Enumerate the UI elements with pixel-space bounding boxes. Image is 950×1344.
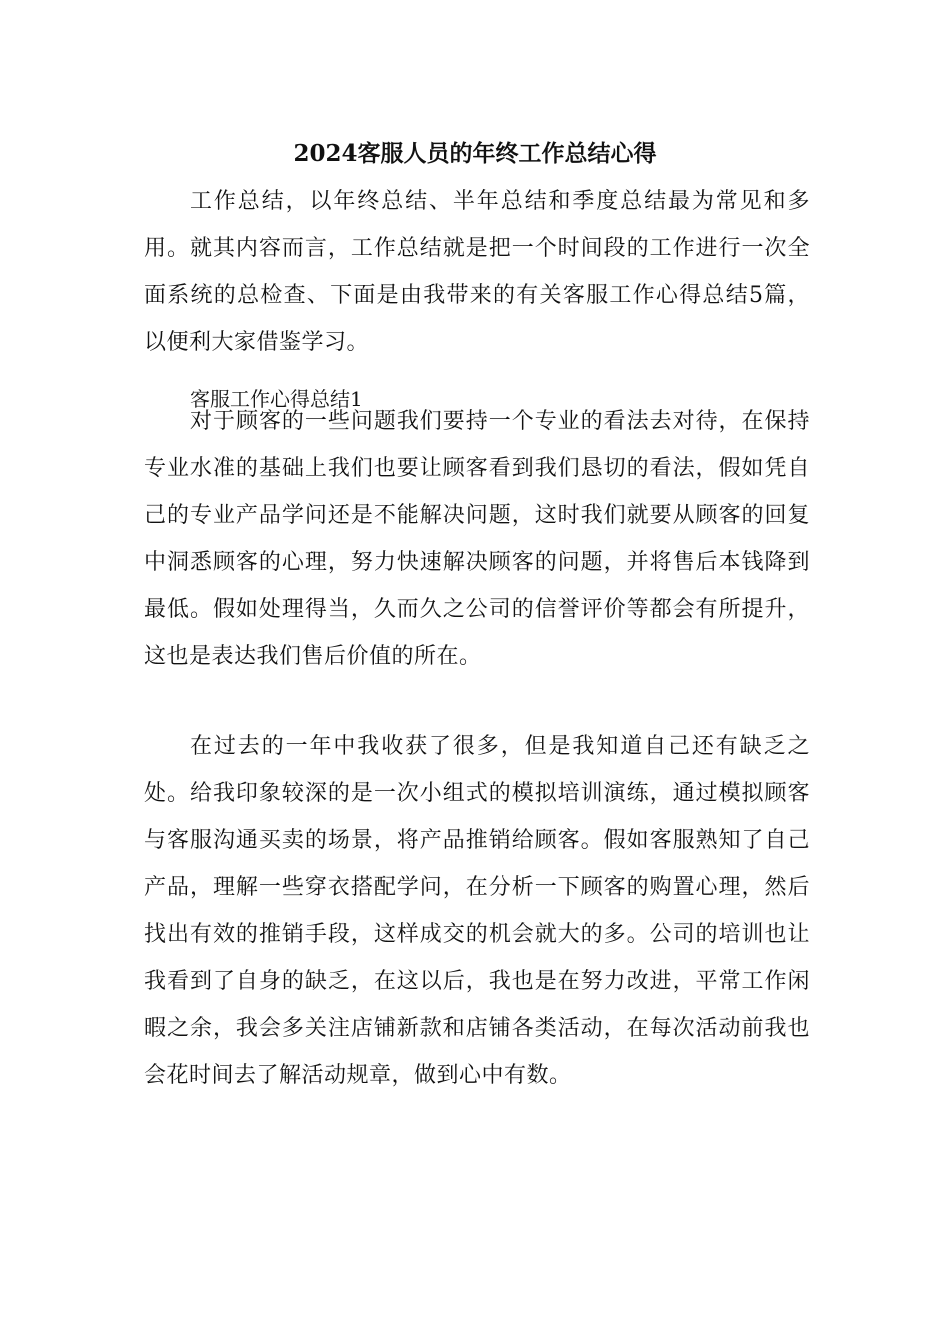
body-paragraph-2: 在过去的一年中我收获了很多，但是我知道自己还有缺乏之处。给我印象较深的是一次小组式的模拟培训演练，通过模拟顾客与客服沟通买卖的场景，将产品推销给顾客。假如客服熟知了自己产品，理解一些穿衣搭配学问，在分析一下顾客的购置心理，然后找出有效的推销手段，这样成交的机会就大的多。公司的培训也让我看到了自身的缺乏，在这以后，我也是在努力改进，平常工作闲暇之余，我会多关注店铺新款和店铺各类活动，在每次活动前我也会花时间去了解活动规章，做到心中有数。 (144, 734, 810, 1088)
section-heading: 客服工作心得总结1 (190, 387, 363, 411)
intro-paragraph: 工作总结，以年终总结、半年总结和季度总结最为常见和多用。就其内容而言，工作总结就是把一个时间段的工作进行一次全面系统的总检查、下面是由我带来的有关客服工作心得总结5篇，以便利大家借鉴学习。 (144, 189, 810, 355)
body-paragraph-1: 对于顾客的一些问题我们要持一个专业的看法去对待，在保持专业水准的基础上我们也要让顾客看到我们恳切的看法，假如凭自己的专业产品学问还是不能解决问题，这时我们就要从顾客的回复中洞悉顾客的心理，努力快速解决顾客的问题，并将售后本钱降到最低。假如处理得当，久而久之公司的信誉评价等都会有所提升，这也是表达我们售后价值的所在。 (144, 409, 810, 669)
document-title: 2024客服人员的年终工作总结心得 (293, 140, 657, 167)
